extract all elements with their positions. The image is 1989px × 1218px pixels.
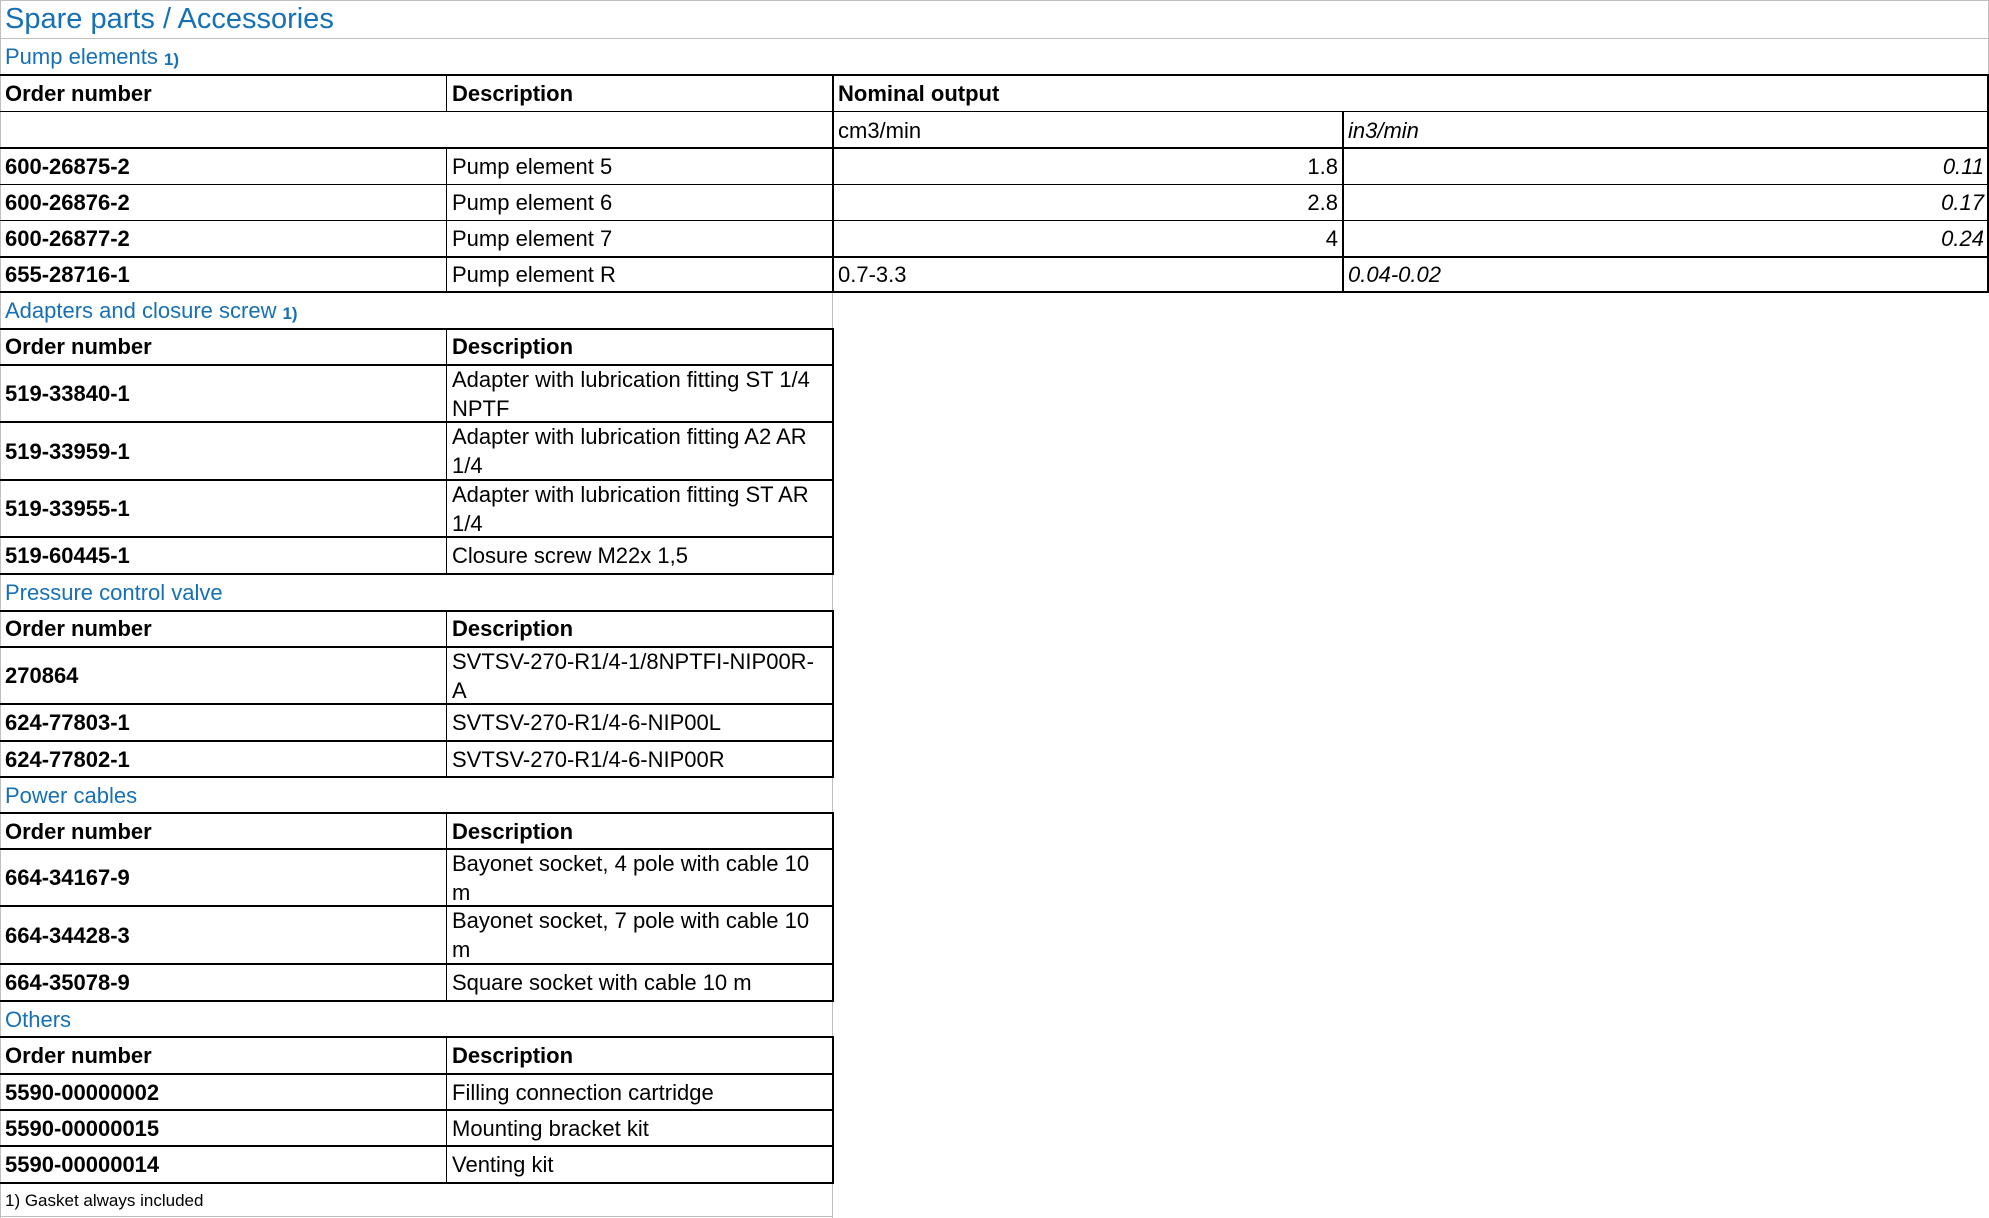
- table-row-order: 5590-00000015: [5, 1115, 160, 1141]
- footnote: 1) Gasket always included: [5, 1191, 204, 1210]
- table-border: [0, 1109, 834, 1111]
- table-border: [0, 610, 834, 612]
- table-border: [0, 740, 834, 742]
- table-row-order: 5590-00000014: [5, 1152, 160, 1177]
- table-border: [0, 905, 834, 907]
- table-row-order: 664-34428-3: [5, 922, 130, 948]
- table-border: [0, 573, 834, 575]
- table-border: [446, 610, 447, 777]
- grid-line: [0, 1216, 833, 1217]
- table-row-desc: Closure screw M22x 1,5: [452, 543, 688, 568]
- table-border: [0, 328, 834, 330]
- header-order-number: Order number: [5, 818, 152, 844]
- table-border: [832, 328, 834, 574]
- header-order-number: Order number: [5, 1043, 152, 1068]
- table-row-desc: Pump element R: [452, 261, 616, 287]
- header-description: Description: [452, 1043, 574, 1068]
- table-row-imperial: 0.04-0.02: [1348, 261, 1441, 287]
- table-row-imperial: 0.11: [1942, 153, 1984, 179]
- table-border: [0, 1145, 834, 1147]
- footnote-marker: 1): [282, 303, 298, 323]
- section-heading-others: Others: [5, 1006, 72, 1032]
- table-row-order: 270864: [5, 663, 79, 688]
- section-heading-text: Pump elements: [5, 44, 158, 69]
- table-border: [0, 111, 1989, 112]
- table-row-order: 600-26877-2: [5, 225, 130, 251]
- table-row-order: 600-26875-2: [5, 153, 130, 179]
- table-border: [446, 74, 447, 112]
- table-border: [0, 184, 1989, 185]
- table-row-order: 624-77803-1: [5, 710, 130, 735]
- table-row-desc: Mounting bracket kit: [452, 1115, 649, 1141]
- table-border: [832, 610, 834, 777]
- section-heading-pressure-valve: Pressure control valve: [5, 579, 223, 605]
- table-border: [0, 1182, 834, 1184]
- table-border: [0, 421, 834, 423]
- table-row-imperial: 0.17: [1941, 189, 1984, 215]
- table-row-desc: Adapter with lubrication fitting A2 AR 1/4: [452, 424, 807, 478]
- unit-metric: cm3/min: [838, 117, 922, 143]
- table-border: [0, 776, 834, 778]
- table-border: [832, 74, 834, 293]
- table-border: [0, 147, 1989, 149]
- table-border: [446, 147, 447, 292]
- table-row-desc: Pump element 7: [452, 225, 613, 251]
- table-row-order: 519-33840-1: [5, 381, 130, 406]
- table-border: [446, 1036, 447, 1183]
- unit-imperial: in3/min: [1348, 117, 1419, 143]
- table-row-desc: Adapter with lubrication fitting ST AR 1/4: [452, 481, 809, 536]
- table-row-imperial: 0.24: [1941, 225, 1984, 251]
- table-row-metric: 2.8: [1307, 189, 1338, 215]
- header-nominal-output: Nominal output: [838, 81, 1000, 106]
- table-row-desc: Square socket with cable 10 m: [452, 970, 752, 995]
- table-border: [0, 963, 834, 965]
- grid-line: [0, 38, 1989, 39]
- table-row-desc: Bayonet socket, 4 pole with cable 10 m: [452, 850, 810, 905]
- section-heading-pump-elements: [0, 38, 1989, 75]
- table-border: [0, 536, 834, 538]
- table-row-order: 624-77802-1: [5, 746, 130, 772]
- table-border: [1342, 111, 1344, 293]
- table-row-metric: 1.8: [1307, 153, 1338, 179]
- table-border: [0, 812, 834, 814]
- table-row-order: 664-35078-9: [5, 970, 130, 995]
- table-border: [0, 703, 834, 705]
- table-border: [832, 1036, 834, 1183]
- header-order-number: Order number: [5, 616, 152, 641]
- table-border: [0, 74, 1989, 76]
- section-heading-power-cables: Power cables: [5, 782, 138, 808]
- header-description: Description: [452, 616, 574, 641]
- table-row-desc: SVTSV-270-R1/4-6-NIP00R: [452, 746, 725, 772]
- header-description: Description: [452, 334, 574, 359]
- page-title: Spare parts / Accessories: [5, 2, 334, 35]
- table-row-desc: Bayonet socket, 7 pole with cable 10 m: [452, 908, 810, 962]
- table-border: [0, 1000, 834, 1002]
- section-heading-text: Adapters and closure screw: [5, 297, 277, 323]
- table-row-desc: Adapter with lubrication fitting ST 1/4 NPTF: [452, 366, 810, 421]
- table-row-order: 664-34167-9: [5, 865, 130, 890]
- table-border: [446, 812, 447, 1001]
- footnote-marker: 1): [163, 50, 179, 69]
- table-row-metric: 0.7-3.3: [838, 261, 907, 287]
- table-row-order: 5590-00000002: [5, 1079, 160, 1105]
- table-border: [832, 812, 834, 1001]
- table-row-metric: 4: [1325, 225, 1338, 251]
- table-border: [0, 646, 834, 648]
- table-row-desc: Venting kit: [452, 1152, 554, 1177]
- table-row-order: 519-33959-1: [5, 438, 130, 464]
- header-order-number: Order number: [5, 81, 152, 106]
- table-row-desc: SVTSV-270-R1/4-1/8NPTFI-NIP00R-A: [452, 648, 814, 703]
- table-row-order: 655-28716-1: [5, 261, 130, 287]
- table-row-desc: SVTSV-270-R1/4-6-NIP00L: [452, 710, 722, 735]
- table-row-order: 519-33955-1: [5, 496, 130, 521]
- header-description: Description: [452, 81, 574, 106]
- grid-line: [0, 0, 1989, 1]
- table-row-order: 600-26876-2: [5, 189, 130, 215]
- table-border: [0, 1036, 834, 1038]
- table-border: [0, 479, 834, 481]
- table-border: [0, 256, 1989, 258]
- table-border: [446, 328, 447, 574]
- table-border: [0, 220, 1989, 221]
- table-row-desc: Pump element 6: [452, 189, 613, 215]
- section-heading-adapters: [0, 292, 833, 328]
- table-row-desc: Pump element 5: [452, 153, 613, 179]
- header-description: Description: [452, 818, 574, 844]
- table-border: [0, 364, 834, 366]
- table-row-order: 519-60445-1: [5, 543, 130, 568]
- table-border: [0, 848, 834, 850]
- header-order-number: Order number: [5, 334, 152, 359]
- table-row-desc: Filling connection cartridge: [452, 1079, 714, 1105]
- table-border: [0, 291, 1989, 293]
- table-border: [0, 1073, 834, 1075]
